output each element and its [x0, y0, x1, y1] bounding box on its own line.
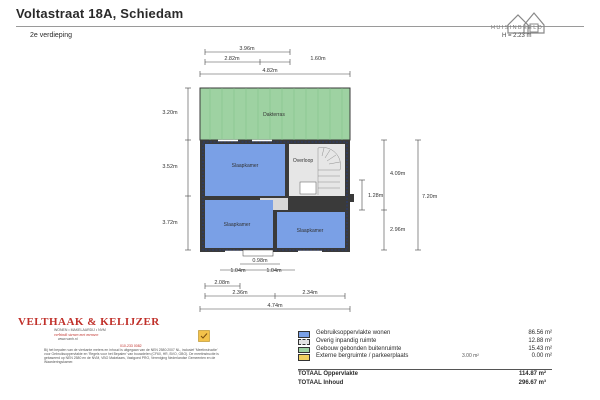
dim-door-right: 1.04m	[266, 268, 282, 274]
dim-right-mid: 4.09m	[390, 171, 406, 177]
dim-left-mid: 3.52m	[162, 164, 178, 170]
label-stair: Overloop	[292, 158, 314, 164]
totals-divider	[298, 369, 552, 370]
measurement-disclaimer: Bij het bepalen van de vierkante meters en inhoud is uitgegaan van de NEN 2580:2007 NL, inclusief 'Meetinstructie' voor Gebruiksoppervlakte en 'Regels voor het Bepalen' van bouwdelen (CF60, HR, BVO, GBO). De meetinstructie is gebaseerd op NEN 2580 en de NVM, VBO Makelaars, Vastgoed PRO, Vereniging Nederlandse Gemeenten en de Waarderingskamer.	[44, 348, 219, 364]
total-volume-value: 296.67 m³	[518, 380, 546, 386]
legend-value: 86.56 m²	[528, 330, 552, 336]
agency-website[interactable]: www.vanh.nl	[58, 337, 78, 341]
dim-left-upper: 3.20m	[162, 110, 178, 116]
dim-door-width: 0.98m	[252, 258, 268, 264]
agency-branding	[18, 316, 198, 348]
dim-bottom-left: 2.08m	[214, 280, 230, 286]
area-legend	[298, 330, 558, 361]
dim-right-overall: 7.20m	[422, 194, 438, 200]
legend-label: Externe bergruimte / parkeerplaats	[316, 353, 409, 360]
floor-label: 2e verdieping	[30, 32, 73, 39]
ceiling-height: H = 2.23 m	[502, 33, 532, 39]
total-area-row	[298, 371, 552, 379]
dim-bottom-half-right: 2.34m	[302, 290, 318, 296]
total-volume-row	[298, 380, 552, 388]
dim-bottom-overall: 4.74m	[267, 303, 283, 309]
dim-right-small: 1.28m	[368, 193, 384, 199]
dim-door-left: 1.04m	[230, 268, 246, 274]
legend-label: Gebruiksoppervlakte wonen	[316, 330, 391, 336]
brand-logo-text: HUISINBEELD	[491, 25, 544, 31]
total-volume-label: TOTAAL Inhoud	[298, 380, 344, 386]
dim-bottom-half-left: 2.36m	[232, 290, 248, 296]
label-bedroom-2: Slaapkamer	[223, 222, 251, 228]
legend-label: Overig inpandig ruimte	[316, 337, 377, 344]
total-area-label: TOTAAL Oppervlakte	[298, 371, 359, 377]
legend-swatch	[298, 331, 310, 338]
legend-row	[298, 338, 558, 346]
dim-left-lower: 3.72m	[162, 220, 178, 226]
agency-subline: WONEN • MAKELAARDIJ • NVM	[54, 328, 106, 332]
label-terrace: Dakterras	[263, 112, 285, 118]
agency-slogan: verbindt stenen met mensen	[54, 332, 99, 337]
address-title: Voltastraat 18A, Schiedam	[16, 6, 184, 21]
legend-swatch	[298, 339, 310, 346]
legend-swatch	[298, 347, 310, 354]
certification-badge-icon	[198, 330, 210, 342]
legend-extra: 3.00 m²	[462, 353, 479, 360]
dim-top-overall: 3.96m	[239, 46, 255, 52]
total-area-value: 114.87 m²	[518, 371, 546, 377]
legend-value: 12.88 m²	[528, 337, 552, 344]
dim-top-left: 2.82m	[224, 56, 240, 62]
label-bedroom-1: Slaapkamer	[231, 163, 259, 169]
legend-row	[298, 330, 558, 338]
bedroom-1	[205, 144, 285, 196]
legend-label: Gebouw gebonden buitenruimte	[316, 345, 402, 352]
legend-swatch	[298, 354, 310, 361]
legend-value: 0.00 m²	[531, 353, 552, 360]
label-bedroom-3: Slaapkamer	[296, 228, 324, 234]
agency-name: VELTHAAK & KELIJZER	[18, 316, 160, 328]
agency-phone: 010-233 0082	[120, 344, 142, 348]
dim-top-width: 4.82m	[262, 68, 278, 74]
legend-row	[298, 353, 558, 361]
legend-value: 15.43 m²	[528, 345, 552, 352]
dim-right-lower: 2.96m	[390, 227, 406, 233]
legend-row	[298, 346, 558, 354]
dim-top-right: 1.60m	[310, 56, 326, 62]
